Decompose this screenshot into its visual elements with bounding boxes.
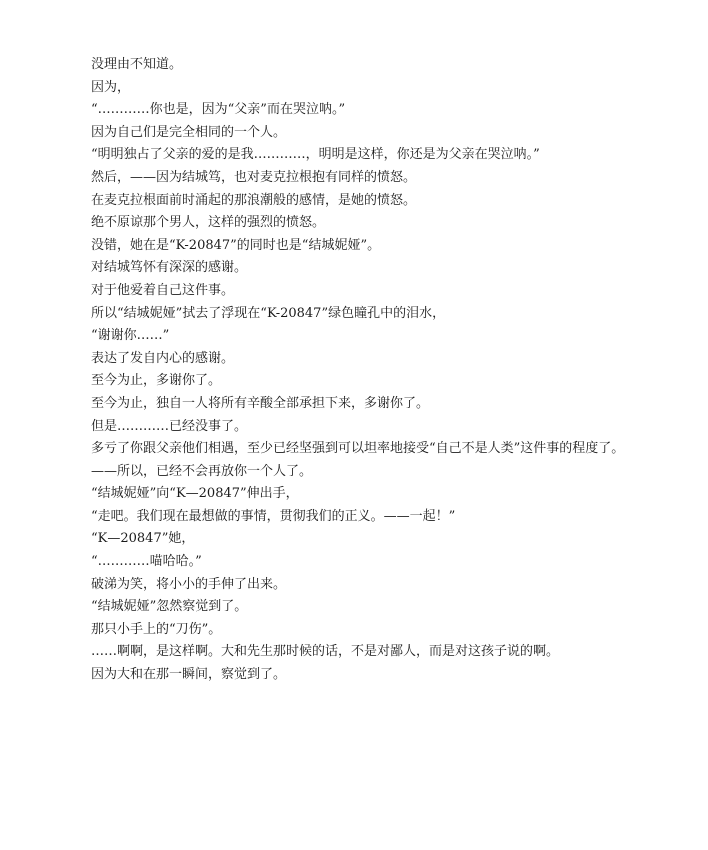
paragraph-2: 因为， — [91, 79, 131, 95]
paragraph-21: “走吧。我们现在最想做的事情，贯彻我们的正义。——一起！” — [91, 508, 456, 524]
paragraph-4: 因为自己们是完全相同的一个人。 — [91, 124, 287, 140]
paragraph-12: 所以“结城妮娅”拭去了浮现在“K-20847”绿色瞳孔中的泪水， — [91, 305, 446, 321]
paragraph-5: “明明独占了父亲的爱的是我…………，明明是这样，你还是为父亲在哭泣呐。” — [91, 147, 540, 163]
paragraph-20: “结城妮娅”向“K—20847”伸出手， — [91, 486, 299, 502]
paragraph-19: ——所以，已经不会再放你一个人了。 — [91, 463, 313, 479]
paragraph-6: 然后，——因为结城笃，也对麦克拉根抱有同样的愤怒。 — [91, 169, 417, 185]
document-page — [62, 56, 646, 689]
paragraph-10: 对结城笃怀有深深的感谢。 — [91, 260, 248, 276]
paragraph-8: 绝不原谅那个男人，这样的强烈的愤怒。 — [91, 215, 326, 231]
paragraph-28: 因为大和在那一瞬间，察觉到了。 — [91, 667, 287, 683]
paragraph-22: “K—20847”她， — [91, 531, 195, 547]
paragraph-13: “谢谢你……” — [91, 328, 170, 344]
paragraph-23: “…………喵哈哈。” — [91, 554, 202, 570]
paragraph-26: 那只小手上的“刀伤”。 — [91, 621, 222, 637]
paragraph-11: 对于他爱着自己这件事。 — [91, 282, 235, 298]
paragraph-14: 表达了发自内心的感谢。 — [91, 350, 235, 366]
paragraph-7: 在麦克拉根面前时涌起的那浪潮般的感情，是她的愤怒。 — [91, 192, 417, 208]
paragraph-16: 至今为止，独自一人将所有辛酸全部承担下来，多谢你了。 — [91, 395, 430, 411]
paragraph-27: ……啊啊，是这样啊。大和先生那时候的话，不是对鄙人，而是对这孩子说的啊。 — [91, 644, 560, 660]
paragraph-3: “…………你也是，因为“父亲”而在哭泣呐。” — [91, 102, 346, 118]
paragraph-17: 但是…………已经没事了。 — [91, 418, 248, 434]
paragraph-25: “结城妮娅”忽然察觉到了。 — [91, 599, 248, 615]
paragraph-9: 没错，她在是“K-20847”的同时也是“结城妮娅”。 — [91, 237, 381, 253]
paragraph-1: 没理由不知道。 — [91, 57, 183, 72]
paragraph-15: 至今为止，多谢你了。 — [91, 373, 222, 389]
paragraph-24: 破涕为笑，将小小的手伸了出来。 — [91, 576, 287, 592]
paragraph-18: 多亏了你跟父亲他们相遇，至少已经坚强到可以坦率地接受“自己不是人类”这件事的程度了。 — [91, 441, 625, 457]
